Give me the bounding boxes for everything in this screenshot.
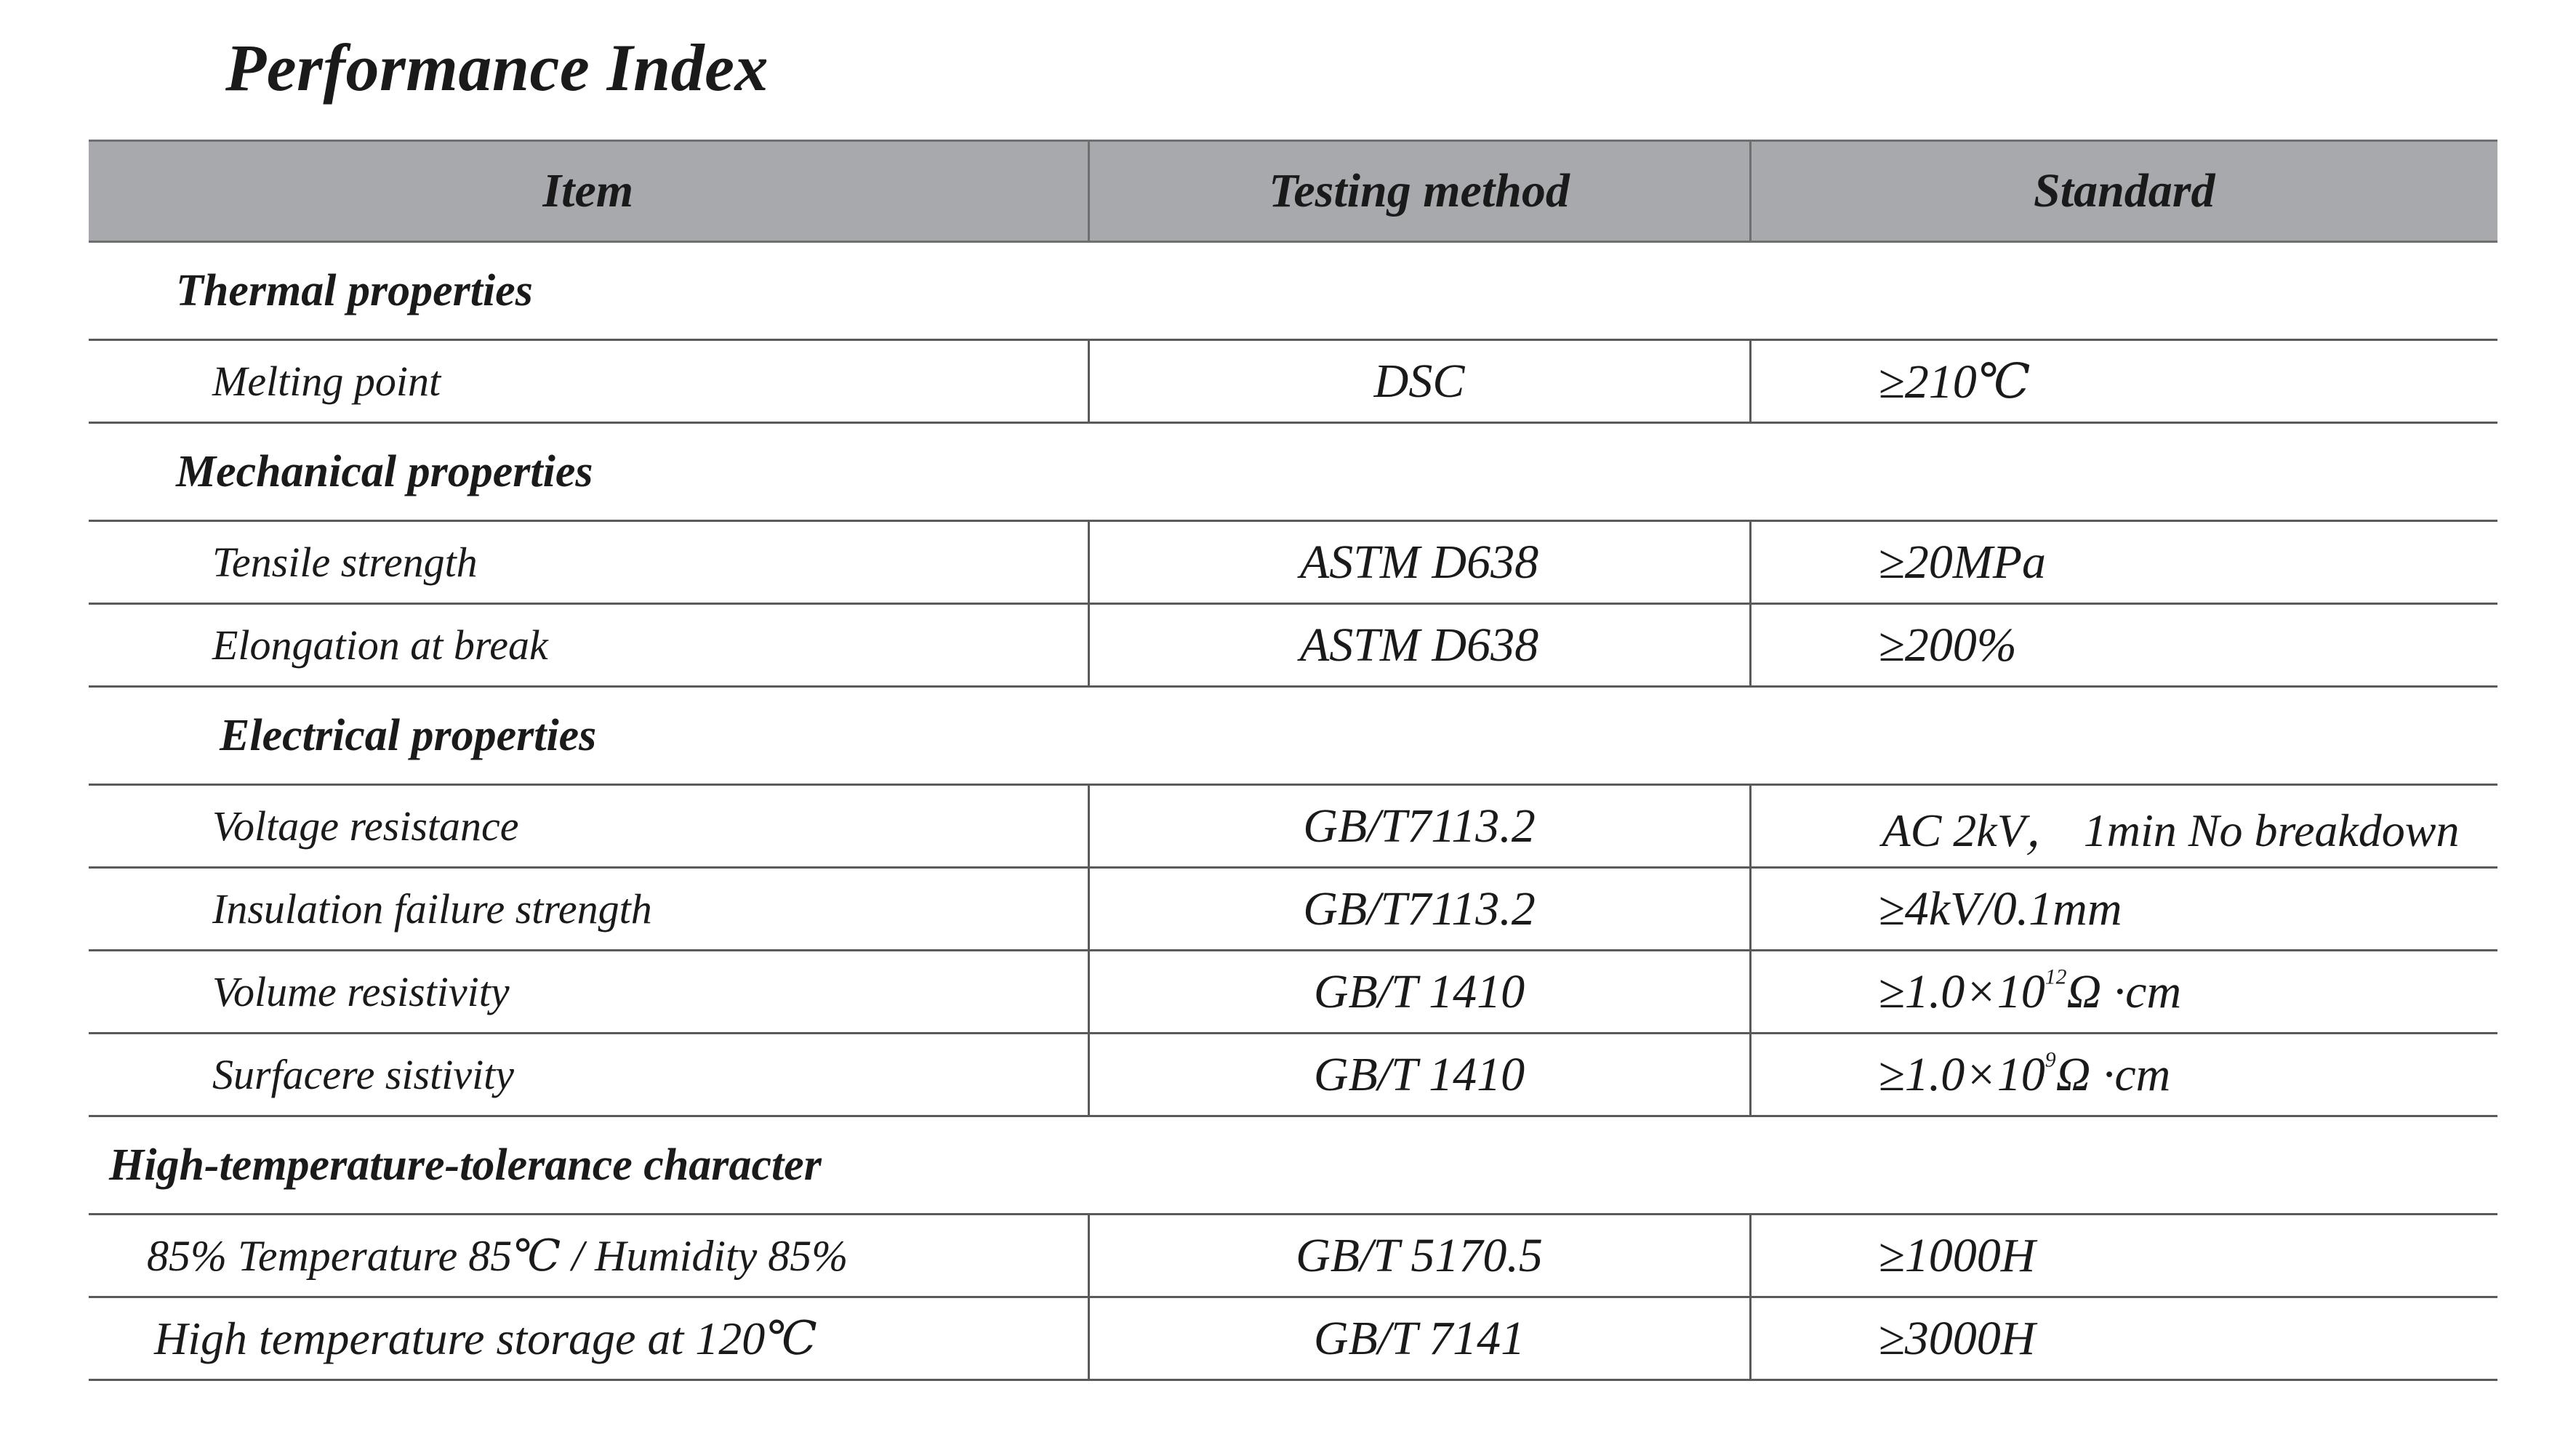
table-row	[89, 868, 2497, 951]
table-row	[89, 1034, 2497, 1116]
table-row	[89, 604, 2497, 687]
section-title: Thermal properties	[89, 242, 2497, 340]
header-testing-method: Testing method	[1088, 141, 1750, 242]
section-row-electrical	[89, 687, 2497, 785]
standard-cell: ≥4kV/0.1mm	[1750, 868, 2497, 951]
standard-cell: ≥210℃	[1750, 340, 2497, 423]
standard-unit: Ω ·cm	[2055, 1047, 2171, 1101]
standard-exponent: 12	[2045, 964, 2067, 988]
standard-base: ≥1.0×10	[1878, 964, 2045, 1018]
method-cell: DSC	[1088, 340, 1750, 423]
method-cell: ASTM D638	[1088, 521, 1750, 604]
standard-exponent: 9	[2045, 1047, 2056, 1071]
table-row	[89, 1297, 2497, 1380]
standard-cell	[1750, 951, 2497, 1034]
standard-cell: ≥20MPa	[1750, 521, 2497, 604]
method-cell: GB/T 1410	[1088, 951, 1750, 1034]
table-row	[89, 785, 2497, 868]
item-cell: Voltage resistance	[89, 785, 1088, 868]
item-cell: Tensile strength	[89, 521, 1088, 604]
table-row	[89, 951, 2497, 1034]
performance-table	[89, 140, 2497, 1381]
section-row-high-temperature	[89, 1116, 2497, 1215]
standard-cell: ≥3000H	[1750, 1297, 2497, 1380]
item-cell: Surfacere sistivity	[89, 1034, 1088, 1116]
table-row	[89, 521, 2497, 604]
standard-cell: ≥200%	[1750, 604, 2497, 687]
item-cell: Melting point	[89, 340, 1088, 423]
section-title: Electrical properties	[89, 687, 2497, 785]
method-cell: GB/T7113.2	[1088, 868, 1750, 951]
header-item: Item	[89, 141, 1088, 242]
method-cell: ASTM D638	[1088, 604, 1750, 687]
method-cell: GB/T 1410	[1088, 1034, 1750, 1116]
item-cell: Volume resistivity	[89, 951, 1088, 1034]
section-title: High-temperature-tolerance character	[89, 1116, 2497, 1215]
standard-cell: ≥1000H	[1750, 1215, 2497, 1297]
table-header-row	[89, 141, 2497, 242]
page-title: Performance Index	[225, 31, 769, 105]
item-cell: Insulation failure strength	[89, 868, 1088, 951]
table-row	[89, 1215, 2497, 1297]
section-row-mechanical	[89, 423, 2497, 521]
item-cell: 85% Temperature 85℃ / Humidity 85%	[89, 1215, 1088, 1297]
header-standard: Standard	[1750, 141, 2497, 242]
method-cell: GB/T7113.2	[1088, 785, 1750, 868]
item-cell: Elongation at break	[89, 604, 1088, 687]
method-cell: GB/T 5170.5	[1088, 1215, 1750, 1297]
section-title: Mechanical properties	[89, 423, 2497, 521]
table-row	[89, 340, 2497, 423]
item-cell: High temperature storage at 120℃	[89, 1297, 1088, 1380]
standard-cell: AC 2kV， 1min No breakdown	[1750, 785, 2497, 868]
standard-base: ≥1.0×10	[1878, 1047, 2045, 1101]
method-cell: GB/T 7141	[1088, 1297, 1750, 1380]
standard-unit: Ω ·cm	[2066, 964, 2182, 1018]
section-row-thermal	[89, 242, 2497, 340]
standard-cell	[1750, 1034, 2497, 1116]
